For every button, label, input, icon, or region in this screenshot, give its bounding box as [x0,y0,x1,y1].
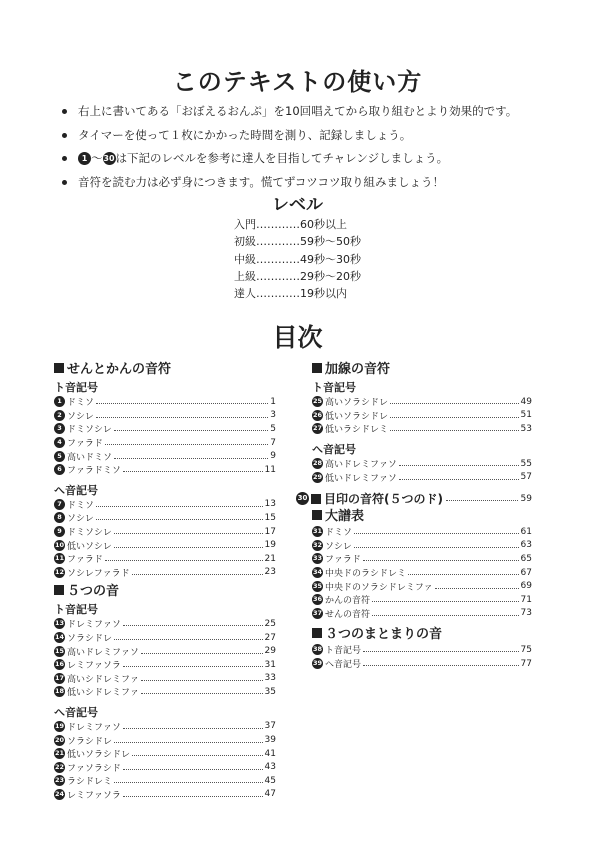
page-number: 7 [270,437,276,448]
toc-entry[interactable] [312,422,532,436]
toc-entry[interactable] [312,643,532,657]
toc-entry[interactable] [312,409,532,423]
square-bullet-icon [311,494,321,504]
toc-entry[interactable] [54,733,276,747]
page-number: 9 [270,451,276,462]
number-badge: 30 [103,154,115,163]
number-badge: 20 [54,735,65,744]
square-bullet-icon [54,363,64,373]
dot-leader [96,519,263,520]
toc-entry[interactable] [312,607,532,621]
toc-entry[interactable] [54,498,276,512]
entry-label: 高いソラシドレ [325,398,389,409]
toc-right-column [297,361,532,671]
dot-leader [114,458,268,459]
toc-entry-landmark-notes[interactable] [296,490,532,508]
level-row: 達人…………19秒以内 [234,287,347,301]
number-badge: 4 [54,437,65,448]
dot-leader [399,479,519,480]
number-badge: 39 [312,659,323,668]
page-number: 31 [264,659,276,670]
page-number: 3 [270,410,276,421]
toc-entry[interactable] [54,463,276,477]
entry-label: 低いソラシドレ [67,750,131,761]
number-badge: 34 [312,568,323,577]
number-badge: 14 [54,633,65,642]
dot-leader [141,653,263,654]
number-badge: 27 [312,424,323,433]
number-badge: 30 [296,492,309,505]
dot-leader [141,693,263,694]
toc-entry[interactable] [54,617,276,631]
number-badge: 17 [54,673,65,682]
toc-entry[interactable] [54,644,276,658]
toc-entry[interactable] [54,672,276,686]
dot-leader [114,430,268,431]
entry-label: ドレミファソ [67,722,121,733]
number-badge: 33 [312,554,323,563]
toc-left-column [54,361,276,801]
toc-entry[interactable] [312,657,532,671]
dot-leader [435,588,519,589]
toc-entry[interactable] [54,720,276,734]
usage-list [62,103,542,197]
dot-leader [123,769,263,770]
toc-entry[interactable] [312,457,532,471]
number-badge: 25 [312,397,323,406]
dot-leader [354,547,519,548]
number-badge: 3 [54,423,65,434]
dot-leader [114,547,263,548]
entry-label: ファソラシド [67,763,121,774]
page-number: 63 [520,540,532,551]
page-number: 41 [264,748,276,759]
toc-entry[interactable] [54,566,276,580]
toc-entry[interactable] [54,395,276,409]
entry-label: ファラドミソ [67,466,121,477]
entry-label: ドミソ [67,398,95,409]
entry-label: ドミソ [67,500,95,511]
page-number: 13 [264,499,276,510]
entry-label: レミファソラ [67,790,121,801]
page-number: 49 [520,396,532,407]
subsection-heading: ヘ音記号 [312,442,356,456]
number-badge: 15 [54,646,65,655]
usage-item: 右上に書いてある「おぼえるおんぷ」を10回唱えてから取り組むとより効果的です。 [62,103,542,127]
toc-entry[interactable] [54,658,276,672]
toc-entry[interactable] [312,593,532,607]
toc-entry[interactable] [54,525,276,539]
page-number: 65 [520,553,532,564]
entry-label: レミファソラ [67,661,121,672]
entry-label: ドミソ [325,528,353,539]
dot-leader [123,796,263,797]
dot-leader [372,615,519,616]
entry-label: 低いソラシドレ [325,411,389,422]
page-number: 43 [264,762,276,773]
number-badge: 19 [54,721,65,730]
page-number: 73 [520,608,532,619]
dot-leader [105,444,268,445]
section-heading: ３つのまとまりの音 [312,626,532,643]
entry-label: 低いラシドレミ [325,425,389,436]
page-number: 21 [264,553,276,564]
dot-leader [390,430,519,431]
dot-leader [363,560,519,561]
dot-leader [114,533,263,534]
subsection-heading: ト音記号 [54,381,98,394]
page-number: 59 [520,493,532,504]
number-badge: 5 [54,451,65,462]
entry-label: 高いドミソ [67,452,113,463]
number-badge: 31 [312,527,323,536]
toc-entry[interactable] [54,631,276,645]
page-number: 47 [264,789,276,800]
number-badge: 13 [54,619,65,628]
toc-entry[interactable] [54,760,276,774]
toc-entry[interactable] [54,552,276,566]
dot-leader [354,533,519,534]
number-badge: 6 [54,464,65,475]
toc-entry[interactable] [312,470,532,484]
number-badge: 28 [312,459,323,468]
page-number: 29 [264,646,276,657]
number-badge: 1 [54,396,65,407]
subsection-heading: ト音記号 [54,603,98,617]
entry-label: ファラド [325,555,361,566]
page-number: 17 [264,526,276,537]
entry-label: かんの音符 [325,596,371,607]
subsection-heading: ト音記号 [312,381,356,394]
subsection-heading: ヘ音記号 [54,483,98,497]
entry-label: ソラシドレ [67,634,113,645]
usage-item: タイマーを使って１枚にかかった時間を測り、記録しましょう。 [62,127,542,151]
number-badge: 36 [312,595,323,604]
square-bullet-icon [312,628,322,638]
toc-entry[interactable] [312,579,532,593]
number-badge: 21 [54,749,65,758]
dot-leader [446,500,518,501]
page-number: 39 [264,735,276,746]
number-badge: 1 [78,152,91,165]
number-badge: 11 [54,554,65,563]
dot-leader [141,680,263,681]
level-table [234,216,361,302]
dot-leader [132,755,263,756]
entry-label: 低いシドレミファ [67,688,139,699]
toc-entry[interactable] [312,539,532,553]
entry-label: せんの音符 [325,609,371,620]
dot-leader [363,665,519,666]
toc-entry[interactable] [54,422,276,436]
number-badge: 18 [54,687,65,696]
entry-label: 高いドレミファソ [67,647,139,658]
entry-label: ラシドレミ [67,777,113,788]
dot-leader [114,742,263,743]
level-row: 上級…………29秒～20秒 [234,269,361,283]
number-badge: 16 [54,660,65,669]
usage-item: 1 ～30は下記のレベルを参考に達人を目指してチャレンジしましょう。 [62,150,542,174]
entry-label: 高いドレミファソ [325,460,397,471]
page-number: 61 [520,526,532,537]
page-number: 35 [264,686,276,697]
number-badge: 26 [312,410,323,419]
page-title: このテキストの使い方 [172,68,423,96]
number-badge: 37 [312,608,323,617]
usage-item: 音符を読む力は必ず身につきます。慌てずコツコツ取り組みましょう！ [62,174,542,198]
page-number: 25 [264,618,276,629]
page-number: 33 [264,673,276,684]
entry-label: 中央ドのソラシドレミファ [325,582,433,593]
page-number: 37 [264,721,276,732]
toc-entry[interactable] [312,525,532,539]
entry-label: 高いシドレミファ [67,674,139,685]
number-badge: 9 [54,526,65,537]
toc-entry[interactable] [54,511,276,525]
entry-label: ドレミファソ [67,620,121,631]
page-number: 71 [520,594,532,605]
dot-leader [114,639,263,640]
entry-label: ファラド [67,555,103,566]
entry-label: ファラド [67,439,103,450]
section-heading: ５つの音 [54,583,276,600]
entry-label: ソシレ [67,411,94,422]
page-number: 27 [264,632,276,643]
entry-label: ト音記号 [325,646,362,657]
dot-leader [105,560,263,561]
entry-label: ヘ音記号 [325,660,362,671]
toc-entry[interactable] [54,409,276,423]
level-row: 入門…………60秒以上 [234,218,347,231]
entry-label: ドミソシレ [67,425,112,436]
square-bullet-icon [312,510,322,520]
dot-leader [123,625,263,626]
toc-entry[interactable] [54,685,276,699]
entry-label: ドミソシレ [67,528,112,539]
number-badge: 10 [54,540,65,549]
page-number: 1 [270,396,276,407]
section-heading: せんとかんの音符 [54,361,276,378]
dot-leader [399,465,519,466]
page-number: 55 [520,458,532,469]
entry-label: ソシレファラド [67,568,130,579]
number-badge: 12 [54,567,65,576]
dot-leader [96,417,268,418]
toc-entry[interactable] [312,552,532,566]
number-badge: 24 [54,789,65,798]
number-badge: 38 [312,645,323,654]
page-number: 67 [520,567,532,578]
square-bullet-icon [312,363,322,373]
subsection-heading: ヘ音記号 [54,705,98,719]
number-badge: 8 [54,512,65,523]
toc-entry[interactable] [54,449,276,463]
number-badge: 7 [54,499,65,510]
entry-label: 低いソシレ [67,541,112,552]
dot-leader [123,666,263,667]
entry-label: 低いドレミファソ [325,473,397,484]
page-number: 77 [520,658,532,669]
dot-leader [123,728,263,729]
number-badge: 29 [312,472,323,481]
entry-label: ソシレ [67,514,94,525]
dot-leader [408,574,519,575]
square-bullet-icon [54,585,64,595]
entry-label: ソシレ [325,541,352,552]
entry-label: ソラシドレ [67,736,113,747]
toc-heading: 目次 [272,323,323,352]
level-heading: レベル [272,195,323,215]
page-number: 45 [264,775,276,786]
page-number: 51 [520,410,532,421]
dot-leader [123,471,263,472]
dot-leader [114,782,263,783]
page-number: 5 [270,423,276,434]
toc-entry[interactable] [54,788,276,802]
page-number: 19 [264,540,276,551]
dot-leader [390,403,519,404]
toc-entry[interactable] [312,566,532,580]
dot-leader [96,506,263,507]
page-number: 15 [264,512,276,523]
dot-leader [390,417,519,418]
page-number: 69 [520,581,532,592]
number-badge: 22 [54,762,65,771]
dot-leader [132,574,263,575]
number-badge: 23 [54,776,65,785]
page-number: 23 [264,567,276,578]
toc-entry[interactable] [312,395,532,409]
toc-entry[interactable] [54,538,276,552]
dot-leader [372,601,519,602]
number-badge: 35 [312,581,323,590]
toc-entry[interactable] [54,774,276,788]
entry-label: 目印の音符(５つのド) [324,492,443,507]
number-badge: 2 [54,410,65,421]
level-row: 初級…………59秒～50秒 [234,235,361,249]
page-number: 75 [520,644,532,655]
dot-leader [363,651,519,652]
page-number: 53 [520,423,532,434]
page-number: 11 [264,464,276,475]
page-number: 57 [520,472,532,483]
toc-entry[interactable] [54,747,276,761]
number-badge: 32 [312,540,323,549]
section-heading: 加線の音符 [312,361,532,378]
section-heading: 大譜表 [312,508,532,525]
dot-leader [96,403,268,404]
toc-entry[interactable] [54,436,276,450]
entry-label: 中央ドのラシドレミ [325,569,407,580]
level-row: 中級…………49秒～30秒 [234,252,361,266]
